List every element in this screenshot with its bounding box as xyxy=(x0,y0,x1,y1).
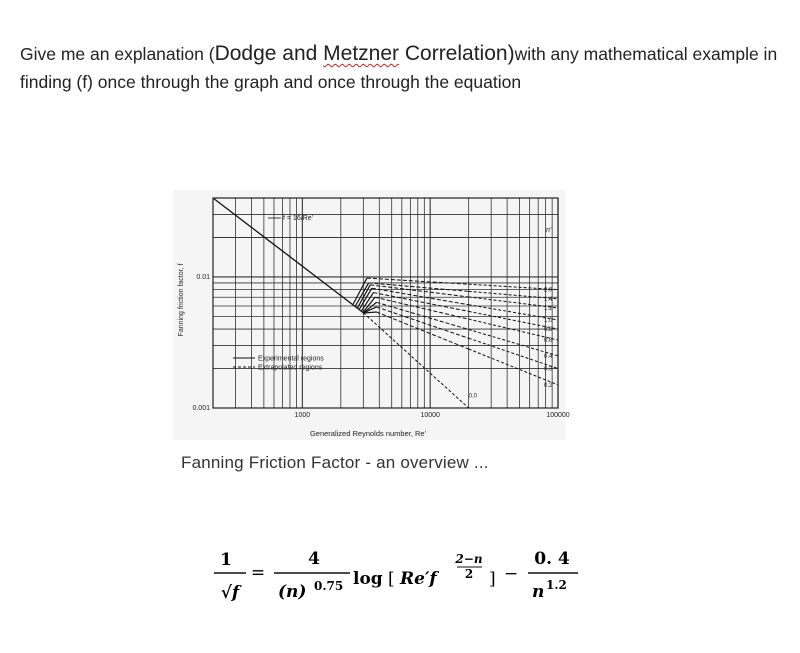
exponent-numerator: 2−n xyxy=(455,552,483,566)
chart-grid xyxy=(213,198,558,408)
x-tick-label: 1000 xyxy=(294,412,311,419)
series-line xyxy=(375,297,469,319)
n-value-label: 0.2 xyxy=(544,382,553,389)
bracket-close: ] xyxy=(489,569,496,589)
exponent-denominator: 2 xyxy=(464,567,474,581)
coef-den-base: (n) xyxy=(278,582,307,602)
series-line xyxy=(376,312,468,349)
log-function: log xyxy=(353,569,383,589)
coef-den-exp: 0.75 xyxy=(314,579,344,593)
series-line xyxy=(376,302,468,329)
fanning-friction-chart xyxy=(173,190,570,440)
chart-annotation: 0.0 xyxy=(468,393,477,400)
n-value-label: 0.8 xyxy=(544,327,553,334)
chart-labels xyxy=(178,215,570,438)
n-axis-label: n' xyxy=(546,227,552,235)
dodge-metzner-equation xyxy=(210,540,610,620)
question-part-3: Correlation) xyxy=(399,42,515,65)
question-part-4: with any mathematical example in finding (f) once through the graph and once through the equation xyxy=(20,44,778,92)
chart-svg xyxy=(173,190,570,440)
y-tick-label: 0.01 xyxy=(196,273,210,281)
legend-label: Extrapolated regions xyxy=(258,364,323,372)
n-value-label: 1.2 xyxy=(544,305,553,312)
legend-label: Experimental regions xyxy=(258,355,324,363)
y-axis-title: Fanning friction factor, f xyxy=(178,263,185,337)
image-caption: Fanning Friction Factor - an overview ... xyxy=(181,453,489,472)
equation-svg xyxy=(210,540,610,620)
equals-sign: = xyxy=(250,563,266,583)
question-text xyxy=(20,40,795,96)
constant-den-base: n xyxy=(532,582,545,602)
series-line xyxy=(369,283,469,291)
question-part-2: Dodge and xyxy=(214,42,324,65)
x-tick-label: 10000 xyxy=(420,412,440,419)
lhs-numerator: 1 xyxy=(220,550,232,570)
question-part-1: Give me an explanation ( xyxy=(20,44,215,64)
n-value-label: 0.4 xyxy=(544,353,553,360)
series-transition-line xyxy=(357,285,370,308)
bracket-open: [ xyxy=(388,569,395,589)
y-tick-label: 0.001 xyxy=(192,405,210,412)
n-value-label: 0.3 xyxy=(544,366,553,373)
x-axis-title: Generalized Reynolds number, Re' xyxy=(309,429,427,438)
plot-frame xyxy=(213,198,558,408)
lhs-denominator: √f xyxy=(220,583,240,603)
coef-numerator: 4 xyxy=(308,549,320,569)
laminar-line-label: f = 16/Re' xyxy=(283,215,313,222)
x-tick-label: 100000 xyxy=(546,412,570,419)
n-value-label: 2.0 xyxy=(544,287,553,294)
constant-numerator: 0. 4 xyxy=(534,549,570,569)
n-value-label: 1.4 xyxy=(544,296,553,303)
series-line xyxy=(376,307,468,338)
spellcheck-word: Metzner xyxy=(323,42,400,65)
re-f-term: Re′f xyxy=(400,569,437,589)
minus-sign: − xyxy=(504,564,519,584)
constant-den-exp: 1.2 xyxy=(546,578,567,592)
chart-series xyxy=(213,198,558,408)
n-value-label: 0.6 xyxy=(544,338,553,345)
n-value-label: 1.0 xyxy=(544,317,553,324)
